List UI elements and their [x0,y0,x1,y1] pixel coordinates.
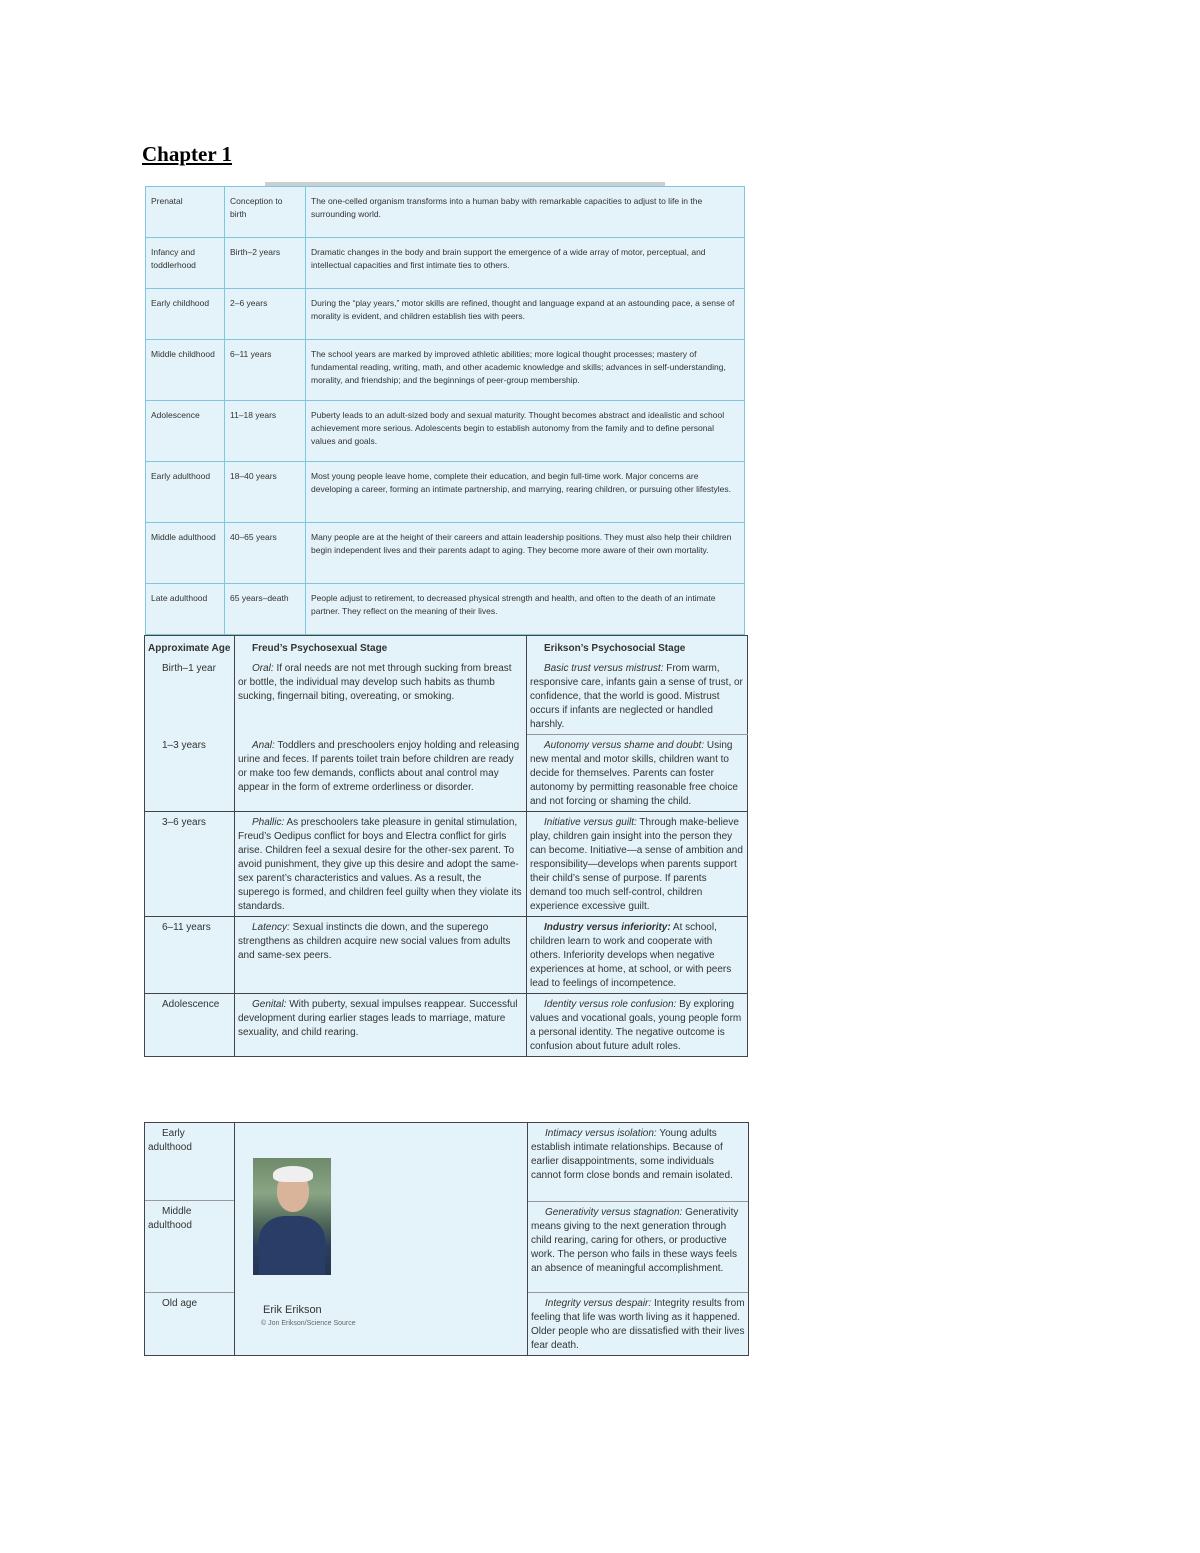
age-cell: 18–40 years [225,462,306,523]
erikson-cell [528,1123,748,1202]
freud-text: As preschoolers take pleasure in genital stimulation, Freud’s Oedipus conflict for boys and Electra conflict for girls arise. Children feel a sexual desire for the other-sex parent. To avoid punishment, they give up this desire and adopt the same-sex parent’s characteristics and values. As a result, the superego is formed, and children feel guilty when they violate its standards. [238,817,522,912]
freud-text: Sexual instincts die down, and the superego strengthens as children acquire new social values from adults and same-sex peers. [238,922,511,961]
freud-cell [235,658,527,735]
freud-term: Oral: [252,663,274,674]
photo-caption: Erik Erikson [263,1304,322,1316]
header-freud-label: Freud’s Psychosexual Stage [252,643,388,654]
description-cell: People adjust to retirement, to decreased physical strength and health, and often to the death of an intimate partner. They reflect on the meaning of their lives. [306,584,745,635]
age-cell: 65 years–death [225,584,306,635]
description-cell: Most young people leave home, complete their education, and begin full-time work. Major concerns are developing a career, forming an intimate partnership, and marrying, rearing children, or pursuing other lifestyles. [306,462,745,523]
erikson-cell [527,735,748,812]
erikson-term: Identity versus role confusion: [544,999,677,1010]
period-cell: Late adulthood [146,584,225,635]
age-cell [145,994,235,1057]
table-row [146,187,745,238]
age-label: 1–3 years [162,739,206,751]
erikson-text: At school, children learn to work and cooperate with others. Inferiority develops when negative experiences at home, at school, or with peers lead to feelings of incompetence. [530,922,732,989]
erikson-text: Using new mental and motor skills, children want to decide for themselves. Parents can foster autonomy by permitting reasonable free choice and not forcing or shaming the child. [530,740,738,807]
age-cell: Conception to birth [225,187,306,238]
age-label: Old age [162,1298,198,1309]
age-label: 3–6 years [162,817,206,828]
age-cell: 40–65 years [225,523,306,584]
description-cell: During the “play years,” motor skills are refined, thought and language expand at an astounding pace, a sense of morality is evident, and children establish ties with peers. [306,289,745,340]
table-row [146,289,745,340]
table-row [146,584,745,635]
freud-cell [235,994,527,1057]
freud-term: Latency: [252,922,290,933]
age-cell [145,658,235,735]
erikson-text: Integrity results from feeling that life was worth living as it happened. Older people who are dissatisfied with their lives fear death. [531,1298,745,1351]
erikson-term: Intimacy versus isolation: [545,1128,657,1139]
erikson-term: Initiative versus guilt: [544,817,637,828]
erikson-text: By exploring values and vocational goals, young people form a personal identity. The negative outcome is confusion about future adult roles. [530,999,742,1052]
age-label: Adolescence [162,999,220,1010]
erikson-text: Through make-believe play, children gain insight into the person they can become. Initiative—a sense of ambition and responsibility—develops when parents support their child’s sense of purpose. If parents demand too much self-control, children experience excessive guilt. [530,817,743,912]
table-row [146,238,745,289]
erikson-cell [527,917,748,994]
header-erikson-label: Erikson’s Psychosocial Stage [544,643,686,654]
period-cell: Prenatal [146,187,225,238]
erikson-term: Autonomy versus shame and doubt: [544,740,705,751]
erikson-column [528,1123,748,1355]
age-label: Early adulthood [148,1128,192,1153]
freud-term: Genital: [252,999,287,1010]
erikson-term: Generativity versus stagnation: [545,1207,683,1218]
erikson-cell [527,658,748,735]
table-row [145,735,748,812]
age-cell [145,1123,234,1159]
description-cell: Many people are at the height of their careers and attain leadership positions. They must also help their children begin independent lives and their parents adapt to aging. They become more aware of their own mortality. [306,523,745,584]
age-cell [145,812,235,917]
table-row [146,401,745,462]
header-erikson [527,636,748,659]
erikson-term: Integrity versus despair: [545,1298,652,1309]
period-cell: Early adulthood [146,462,225,523]
table-header-row [145,636,748,659]
period-cell: Infancy and toddlerhood [146,238,225,289]
erikson-text: From warm, responsive care, infants gain a sense of trust, or confidence, that the world is good. Mistrust occurs if infants are neglected or handled harshly. [530,663,743,730]
erikson-term: Basic trust versus mistrust: [544,663,664,674]
age-cell: 2–6 years [225,289,306,340]
age-label: Birth–1 year [162,663,216,674]
description-cell: The school years are marked by improved athletic abilities; more logical thought processes; mastery of fundamental reading, writing, math, and other academic knowledge and skills; advances in self-understanding, morality, and friendship; and the beginnings of peer-group membership. [306,340,745,401]
period-cell: Early childhood [146,289,225,340]
table-row [145,994,748,1057]
age-cell [145,917,235,994]
freud-text: If oral needs are not met through sucking from breast or bottle, the individual may develop such habits as thumb sucking, fingernail biting, overeating, or smoking. [238,663,512,702]
page-title: Chapter 1 [142,142,233,166]
freud-term: Anal: [252,739,275,751]
age-cell [145,735,235,812]
period-cell: Adolescence [146,401,225,462]
table-row [145,812,748,917]
freud-text: With puberty, sexual impulses reappear. Successful development during earlier stages leads to marriage, mature sexuality, and child rearing. [238,999,518,1038]
erikson-cell [528,1202,748,1293]
photo-hair-shape [273,1166,313,1182]
age-label: 6–11 years [162,922,211,933]
table-row [145,917,748,994]
adult-stages-table [144,1122,749,1356]
erikson-cell [527,994,748,1057]
freud-text: Toddlers and preschoolers enjoy holding and releasing urine and feces. If parents toilet train before children are ready or make too few demands, conflicts about anal control may appear in the form of extreme orderliness or disorder. [238,739,520,793]
table-row [146,462,745,523]
age-cell [145,1201,234,1237]
freud-cell [235,735,527,812]
description-cell: The one-celled organism transforms into a human baby with remarkable capacities to adjust to life in the surrounding world. [306,187,745,238]
stages-table [144,635,748,1057]
age-cell [145,1293,234,1315]
erikson-text: Young adults establish intimate relationships. Because of earlier disappointments, some individuals cannot form close bonds and remain isolated. [531,1128,733,1181]
table-row [146,340,745,401]
period-cell: Middle adulthood [146,523,225,584]
table-row [145,658,748,735]
age-label: Middle adulthood [148,1206,192,1231]
description-cell: Dramatic changes in the body and brain support the emergence of a wide array of motor, perceptual, and intellectual capacities and first intimate ties to others. [306,238,745,289]
period-cell: Middle childhood [146,340,225,401]
freud-term: Phallic: [252,817,285,828]
erik-erikson-photo [253,1158,331,1275]
photo-credit: © Jon Erikson/Science Source [261,1320,356,1327]
age-column [145,1123,235,1355]
age-cell: Birth–2 years [225,238,306,289]
erikson-cell [528,1293,748,1355]
header-age: Approximate Age [145,636,235,659]
freud-cell [235,812,527,917]
age-cell: 11–18 years [225,401,306,462]
erikson-text: Generativity means giving to the next generation through child rearing, caring for others, or productive work. The person who fails in these ways feels an absence of meaningful accomplishment. [531,1207,739,1274]
photo-body-shape [259,1216,325,1275]
table-row [146,523,745,584]
erikson-cell [527,812,748,917]
periods-table [145,182,748,641]
age-cell: 6–11 years [225,340,306,401]
photo-column [235,1123,528,1355]
header-freud [235,636,527,659]
freud-cell [235,917,527,994]
description-cell: Puberty leads to an adult-sized body and sexual maturity. Thought becomes abstract and idealistic and school achievement more serious. Adolescents begin to establish autonomy from the family and to define personal values and goals. [306,401,745,462]
erikson-term: Industry versus inferiority: [544,922,671,933]
